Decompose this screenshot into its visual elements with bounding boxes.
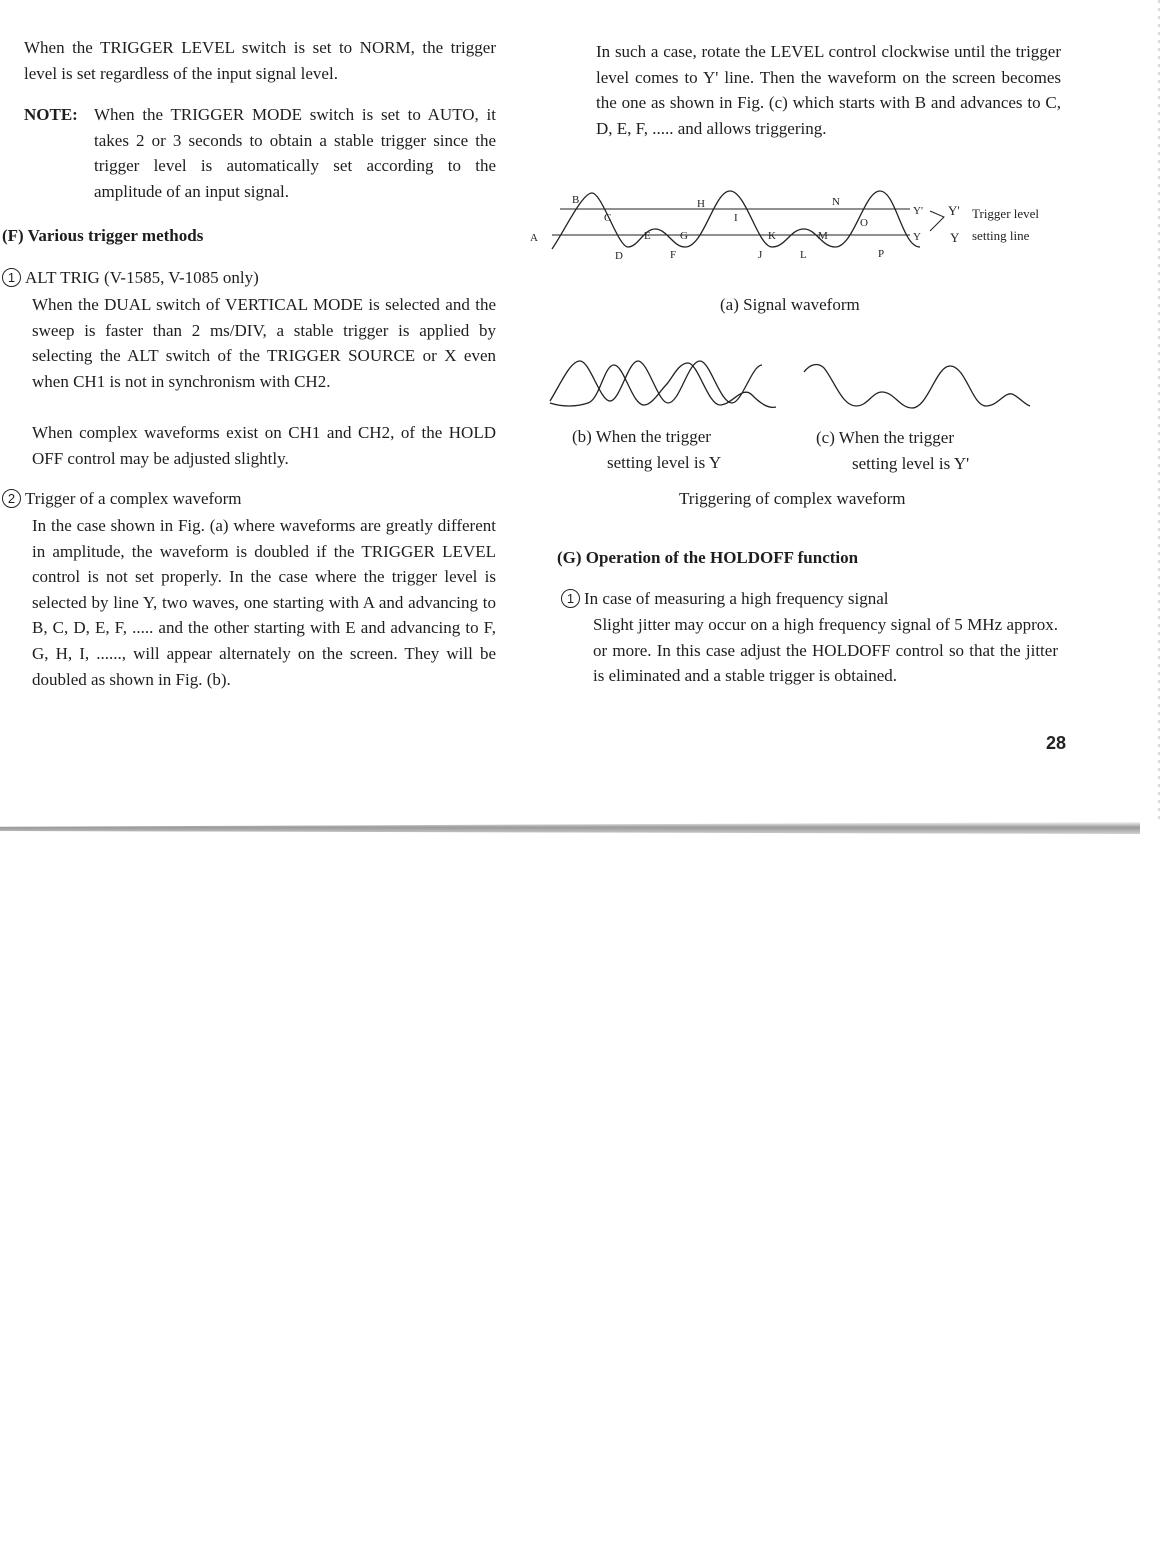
- intro-paragraph: When the TRIGGER LEVEL switch is set to NORM, the trigger level is set regardless of the input signal level.: [24, 38, 496, 83]
- point-label-a: A: [530, 232, 538, 244]
- g-item1-title: In case of measuring a high frequency signal: [584, 589, 889, 608]
- point-label-l: L: [800, 249, 807, 261]
- line-label-y: Y: [913, 231, 921, 243]
- point-label-d: D: [615, 250, 623, 262]
- point-label-h: H: [697, 198, 705, 210]
- item1-paragraph-2: When complex waveforms exist on CH1 and CH2, of the HOLD OFF control may be adjusted slightly.: [32, 423, 496, 468]
- g-item1-title-row: [561, 586, 1061, 612]
- note-text: When the TRIGGER MODE switch is set to AUTO, it takes 2 or 3 seconds to obtain a stable trigger since the trigger level is automatically set according to the amplitude of an input signal.: [94, 105, 496, 201]
- point-label-j: J: [758, 249, 763, 261]
- page-right-edge: [1158, 0, 1160, 820]
- legend-text-setting-line: setting line: [972, 228, 1030, 243]
- legend-y-prime: Y': [948, 203, 960, 218]
- line-label-y-prime: Y': [913, 205, 923, 217]
- legend-bracket-arrow: [930, 211, 944, 231]
- caption-b-line2: setting level is Y: [607, 453, 722, 472]
- g-item1-paragraph: Slight jitter may occur on a high frequency signal of 5 MHz approx. or more. In this case adjust the HOLDOFF control so that the jitter is eliminated and a stable trigger is obtained.: [593, 615, 1058, 686]
- caption-c-line1: (c) When the trigger: [816, 428, 954, 447]
- point-label-e: E: [644, 230, 651, 242]
- point-label-p: P: [878, 248, 885, 260]
- caption-a: (a) Signal waveform: [720, 295, 860, 314]
- note-label: NOTE:: [24, 105, 78, 124]
- item2-paragraph: In the case shown in Fig. (a) where waveforms are greatly different in amplitude, the waveform is doubled if the TRIGGER LEVEL control is not set properly. In the case where the trigger level is selected by line Y, two waves, one starting with A and advancing to B, C, D, E, F, ..... and the other starting with E and advancing to F, G, H, I, ......, will appear alternately on the screen. They will be doubled as shown in Fig. (b).: [32, 516, 496, 689]
- g-item1-number-circle: 1: [561, 589, 580, 608]
- item2-title-row: [2, 486, 496, 512]
- figure-main-caption: Triggering of complex waveform: [679, 489, 906, 508]
- point-label-i: I: [734, 212, 738, 224]
- signal-waveform-figure: [520, 185, 1065, 263]
- item1-title-row: [2, 265, 496, 291]
- point-label-k: K: [768, 230, 776, 242]
- item2-number-circle: 2: [2, 489, 21, 508]
- waveform-c-figure: [800, 358, 1032, 414]
- section-f-heading: (F) Various trigger methods: [2, 226, 204, 245]
- page-number: 28: [1046, 733, 1067, 753]
- waveform-b-figure: [548, 355, 778, 417]
- point-label-m: M: [818, 230, 828, 242]
- item2-title: Trigger of a complex waveform: [25, 489, 242, 508]
- point-label-f: F: [670, 249, 677, 261]
- item1-number-circle: 1: [2, 268, 21, 287]
- point-label-c: C: [604, 212, 612, 224]
- point-label-g: G: [680, 230, 688, 242]
- point-label-b: B: [572, 194, 580, 206]
- caption-c-line2: setting level is Y': [852, 454, 970, 473]
- point-label-o: O: [860, 217, 868, 229]
- point-label-n: N: [832, 196, 840, 208]
- section-g-heading: (G) Operation of the HOLDOFF function: [557, 548, 859, 567]
- item1-paragraph-1: When the DUAL switch of VERTICAL MODE is selected and the sweep is faster than 2 ms/DIV, a stable trigger is applied by selecting the ALT switch of the TRIGGER SOURCE or X even when CH1 is not in synchronism with CH2.: [32, 295, 496, 391]
- waveform-c-trace: [804, 365, 1030, 408]
- caption-b-line1: (b) When the trigger: [572, 427, 711, 446]
- item1-title: ALT TRIG (V-1585, V-1085 only): [25, 268, 259, 287]
- right-intro-paragraph: In such a case, rotate the LEVEL control clockwise until the trigger level comes to Y' line. Then the waveform on the screen becomes the one as shown in Fig. (c) which starts with B and advances to C, D, E, F, ..... and allows triggering.: [596, 42, 1061, 138]
- legend-text-trigger-level: Trigger level: [972, 206, 1040, 221]
- page-bottom-edge: [0, 822, 1140, 834]
- legend-y: Y: [950, 230, 960, 245]
